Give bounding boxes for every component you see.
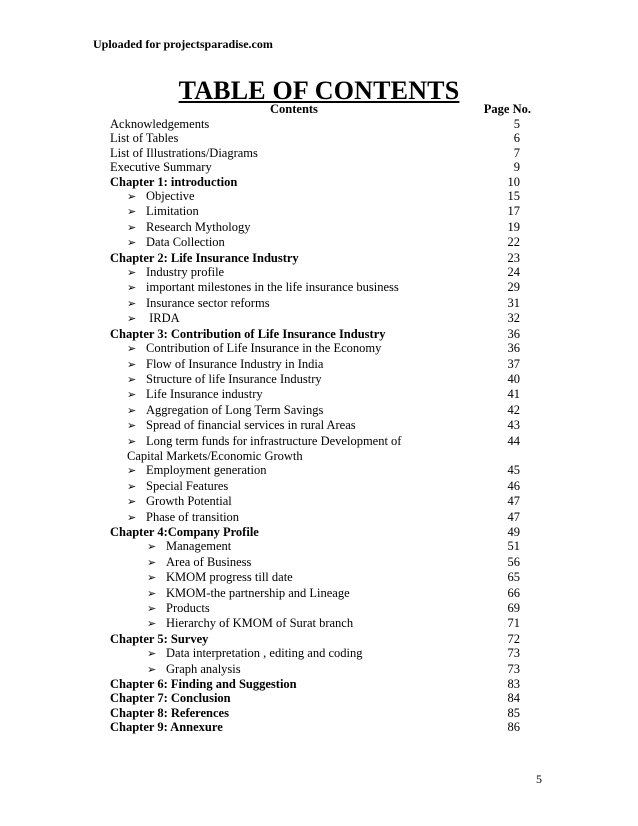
toc-entry-label [110,280,520,295]
bullet-arrow-icon: ➢ [147,556,157,569]
toc-entry-row [110,418,520,433]
toc-chapter-row [110,175,520,189]
toc-chapter-row [110,632,520,646]
bullet-arrow-icon: ➢ [147,587,157,600]
toc-entry-label [110,204,520,219]
toc-entry-row [110,296,520,311]
toc-entry-label [110,357,520,372]
bullet-arrow-icon: ➢ [127,358,137,371]
toc-entry-text: Area of Business [166,554,252,569]
toc-entry-text: Industry profile [146,265,225,280]
toc-entry-text: Research Mythology [146,219,251,234]
toc-entry-page: 45 [507,463,520,478]
toc-entry-label [110,189,520,204]
toc-entry-row [110,403,520,418]
toc-entry-row [110,555,520,570]
toc-entry-page: 83 [507,677,520,692]
toc-entry-label [110,131,520,145]
toc-entry-page: 40 [507,371,520,386]
toc-entry-text: Products [166,601,210,615]
bullet-arrow-icon: ➢ [127,313,137,326]
toc-entry-row [110,204,520,219]
toc-chapter-row [110,525,520,539]
toc-entry-page: 46 [507,478,520,493]
toc-entry-row [110,160,520,174]
toc-entry-page: 51 [507,539,520,554]
toc-entry-text: Management [166,539,232,554]
toc-entry-row [110,220,520,235]
toc-entry-page: 5 [513,117,520,131]
toc-entry-label [110,720,520,734]
toc-entry-row [110,146,520,160]
toc-entry-text: Chapter 4:Company Profile [110,524,259,539]
toc-entry-text: Life Insurance industry [146,387,263,402]
toc-entry-page: 47 [507,494,520,509]
bullet-arrow-icon: ➢ [127,191,137,204]
toc-entry-label [110,555,520,570]
bullet-arrow-icon: ➢ [127,282,137,295]
toc-entry-page: 29 [507,280,520,295]
bullet-arrow-icon: ➢ [127,420,137,433]
toc-entry-row [110,280,520,295]
toc-entry-page: 84 [507,691,520,706]
bullet-arrow-icon: ➢ [127,297,137,310]
toc-entry-text: Graph analysis [166,661,241,676]
toc-entry-page: 65 [507,570,520,585]
bullet-arrow-icon: ➢ [147,648,157,661]
toc-entry-text: Chapter 6: Finding and Suggestion [110,677,297,692]
toc-chapter-row [110,720,520,734]
toc-entry-page: 72 [507,631,520,646]
toc-entry-text: Chapter 1: introduction [110,174,238,189]
toc-chapter-row [110,691,520,705]
toc-entry-text: Chapter 8: References [110,705,229,720]
bullet-arrow-icon: ➢ [127,389,137,402]
toc-entry-text: Data Collection [146,235,225,250]
toc-entry-row [110,662,520,677]
toc-entry-text: Limitation [146,204,199,219]
toc-entry-label [110,175,520,189]
table-of-contents-list [110,117,520,735]
toc-entry-row [110,539,520,554]
toc-entry-page: 32 [507,311,520,326]
bullet-arrow-icon: ➢ [147,541,157,554]
toc-entry-page: 69 [507,601,520,615]
toc-entry-text: Spread of financial services in rural Areas [146,418,356,433]
toc-entry-label [110,570,520,585]
toc-entry-label [110,494,520,509]
page-number-column-header: Page No. [483,102,531,116]
toc-entry-label [110,311,520,326]
bullet-arrow-icon: ➢ [127,237,137,250]
toc-entry-page: 42 [507,402,520,417]
toc-entry-label [110,434,520,464]
toc-entry-label [110,662,520,677]
toc-entry-page: 17 [507,204,520,219]
toc-entry-label [110,327,520,341]
upload-header: Uploaded for projectsparadise.com [93,37,273,51]
page-title: TABLE OF CONTENTS [178,76,460,105]
bullet-arrow-icon: ➢ [147,603,157,615]
toc-entry-label [110,510,520,525]
bullet-arrow-icon: ➢ [127,404,137,417]
toc-entry-row [110,189,520,204]
toc-entry-row [110,341,520,356]
toc-entry-row [110,372,520,387]
toc-entry-text: Aggregation of Long Term Savings [146,402,324,417]
toc-entry-label [110,677,520,691]
bullet-arrow-icon: ➢ [127,373,137,386]
toc-entry-text: Employment generation [146,463,267,478]
bullet-arrow-icon: ➢ [147,572,157,585]
toc-entry-row [110,434,520,464]
toc-entry-page: 73 [507,646,520,661]
toc-chapter-row [110,706,520,720]
toc-entry-row [110,265,520,280]
toc-entry-text: Chapter 9: Annexure [110,720,223,735]
toc-entry-label [110,251,520,265]
toc-entry-row [110,586,520,601]
bullet-arrow-icon: ➢ [127,267,137,280]
toc-entry-row [110,479,520,494]
toc-entry-row [110,616,520,631]
toc-entry-row [110,570,520,585]
toc-entry-page: 73 [507,661,520,676]
toc-entry-text: Contribution of Life Insurance in the Economy [146,341,382,356]
toc-entry-row [110,510,520,525]
toc-entry-label [110,341,520,356]
toc-entry-row [110,117,520,131]
toc-entry-label [110,146,520,160]
toc-chapter-row [110,677,520,691]
toc-entry-page: 85 [507,705,520,720]
bullet-arrow-icon: ➢ [127,511,137,524]
toc-entry-label [110,691,520,705]
bullet-arrow-icon: ➢ [127,496,137,509]
toc-entry-label [110,586,520,601]
toc-entry-label [110,372,520,387]
toc-entry-page: 10 [507,174,520,189]
toc-entry-text: important milestones in the life insurance business [146,280,399,295]
page-number: 5 [536,772,542,786]
toc-entry-label [110,616,520,631]
toc-entry-page: 86 [507,720,520,735]
toc-entry-row [110,387,520,402]
toc-entry-text: List of Tables [110,131,179,146]
toc-entry-text: Structure of life Insurance Industry [146,371,322,386]
contents-column-header: Contents [270,102,318,116]
toc-entry-label [110,418,520,433]
toc-entry-text: Executive Summary [110,160,212,175]
toc-entry-text: Chapter 5: Survey [110,631,209,646]
toc-entry-label [110,632,520,646]
toc-entry-row [110,646,520,661]
toc-entry-row [110,235,520,250]
toc-entry-text: Special Features [146,478,229,493]
toc-entry-page: 44 [507,433,520,448]
toc-entry-label [110,117,520,131]
toc-chapter-row [110,327,520,341]
toc-entry-page: 56 [507,554,520,569]
toc-entry-row [110,601,520,616]
toc-entry-label [110,525,520,539]
toc-entry-text: Chapter 7: Conclusion [110,691,231,706]
bullet-arrow-icon: ➢ [127,480,137,493]
toc-entry-text: Hierarchy of KMOM of Surat branch [166,616,354,631]
toc-entry-page: 36 [507,341,520,356]
toc-entry-row [110,463,520,478]
toc-entry-label [110,387,520,402]
bullet-arrow-icon: ➢ [127,465,137,478]
toc-entry-page: 15 [507,189,520,204]
toc-entry-label [110,539,520,554]
toc-entry-text: Insurance sector reforms [146,295,270,310]
toc-entry-page: 43 [507,418,520,433]
toc-entry-label [110,463,520,478]
toc-entry-row [110,131,520,145]
toc-entry-page: 47 [507,509,520,524]
toc-entry-label [110,706,520,720]
bullet-arrow-icon: ➢ [127,343,137,356]
toc-entry-text: Chapter 2: Life Insurance Industry [110,250,299,265]
toc-entry-label [110,403,520,418]
toc-entry-label [110,601,520,616]
toc-entry-text: KMOM-the partnership and Lineage [166,585,350,600]
toc-entry-label [110,220,520,235]
toc-entry-label [110,160,520,174]
bullet-arrow-icon: ➢ [147,663,157,676]
toc-entry-page: 36 [507,326,520,341]
toc-entry-page: 31 [507,295,520,310]
toc-entry-page: 9 [513,160,520,175]
toc-entry-row [110,357,520,372]
toc-entry-text: Growth Potential [146,494,232,509]
toc-entry-page: 23 [507,250,520,265]
toc-entry-row [110,494,520,509]
toc-entry-page: 22 [507,235,520,250]
toc-entry-text: Acknowledgements [110,117,210,131]
toc-entry-label [110,646,520,661]
toc-entry-text: KMOM progress till date [166,570,293,585]
column-headers [110,102,531,118]
toc-chapter-row [110,251,520,265]
toc-entry-text: Objective [146,189,195,204]
toc-entry-text: Data interpretation , editing and coding [166,646,363,661]
toc-entry-page: 6 [513,131,520,146]
toc-entry-page: 19 [507,219,520,234]
bullet-arrow-icon: ➢ [127,206,137,219]
toc-entry-page: 37 [507,356,520,371]
bullet-arrow-icon: ➢ [147,618,157,631]
toc-entry-page: 49 [507,524,520,539]
toc-entry-label [110,296,520,311]
toc-entry-text: Long term funds for infrastructure Development of Capital Markets/Economic Growth [127,433,402,463]
toc-entry-page: 66 [507,585,520,600]
toc-entry-label [110,265,520,280]
toc-entry-row [110,311,520,326]
toc-entry-page: 7 [513,145,520,160]
toc-entry-text: Phase of transition [146,509,240,524]
toc-entry-page: 71 [507,616,520,631]
bullet-arrow-icon: ➢ [127,435,137,448]
bullet-arrow-icon: ➢ [127,221,137,234]
toc-entry-text: Chapter 3: Contribution of Life Insurance Industry [110,326,386,341]
toc-entry-text: Flow of Insurance Industry in India [146,356,324,371]
toc-entry-page: 24 [507,265,520,280]
toc-entry-text: IRDA [146,311,180,326]
toc-entry-label [110,479,520,494]
toc-entry-label [110,235,520,250]
toc-entry-text: List of Illustrations/Diagrams [110,145,258,160]
toc-entry-page: 41 [507,387,520,402]
